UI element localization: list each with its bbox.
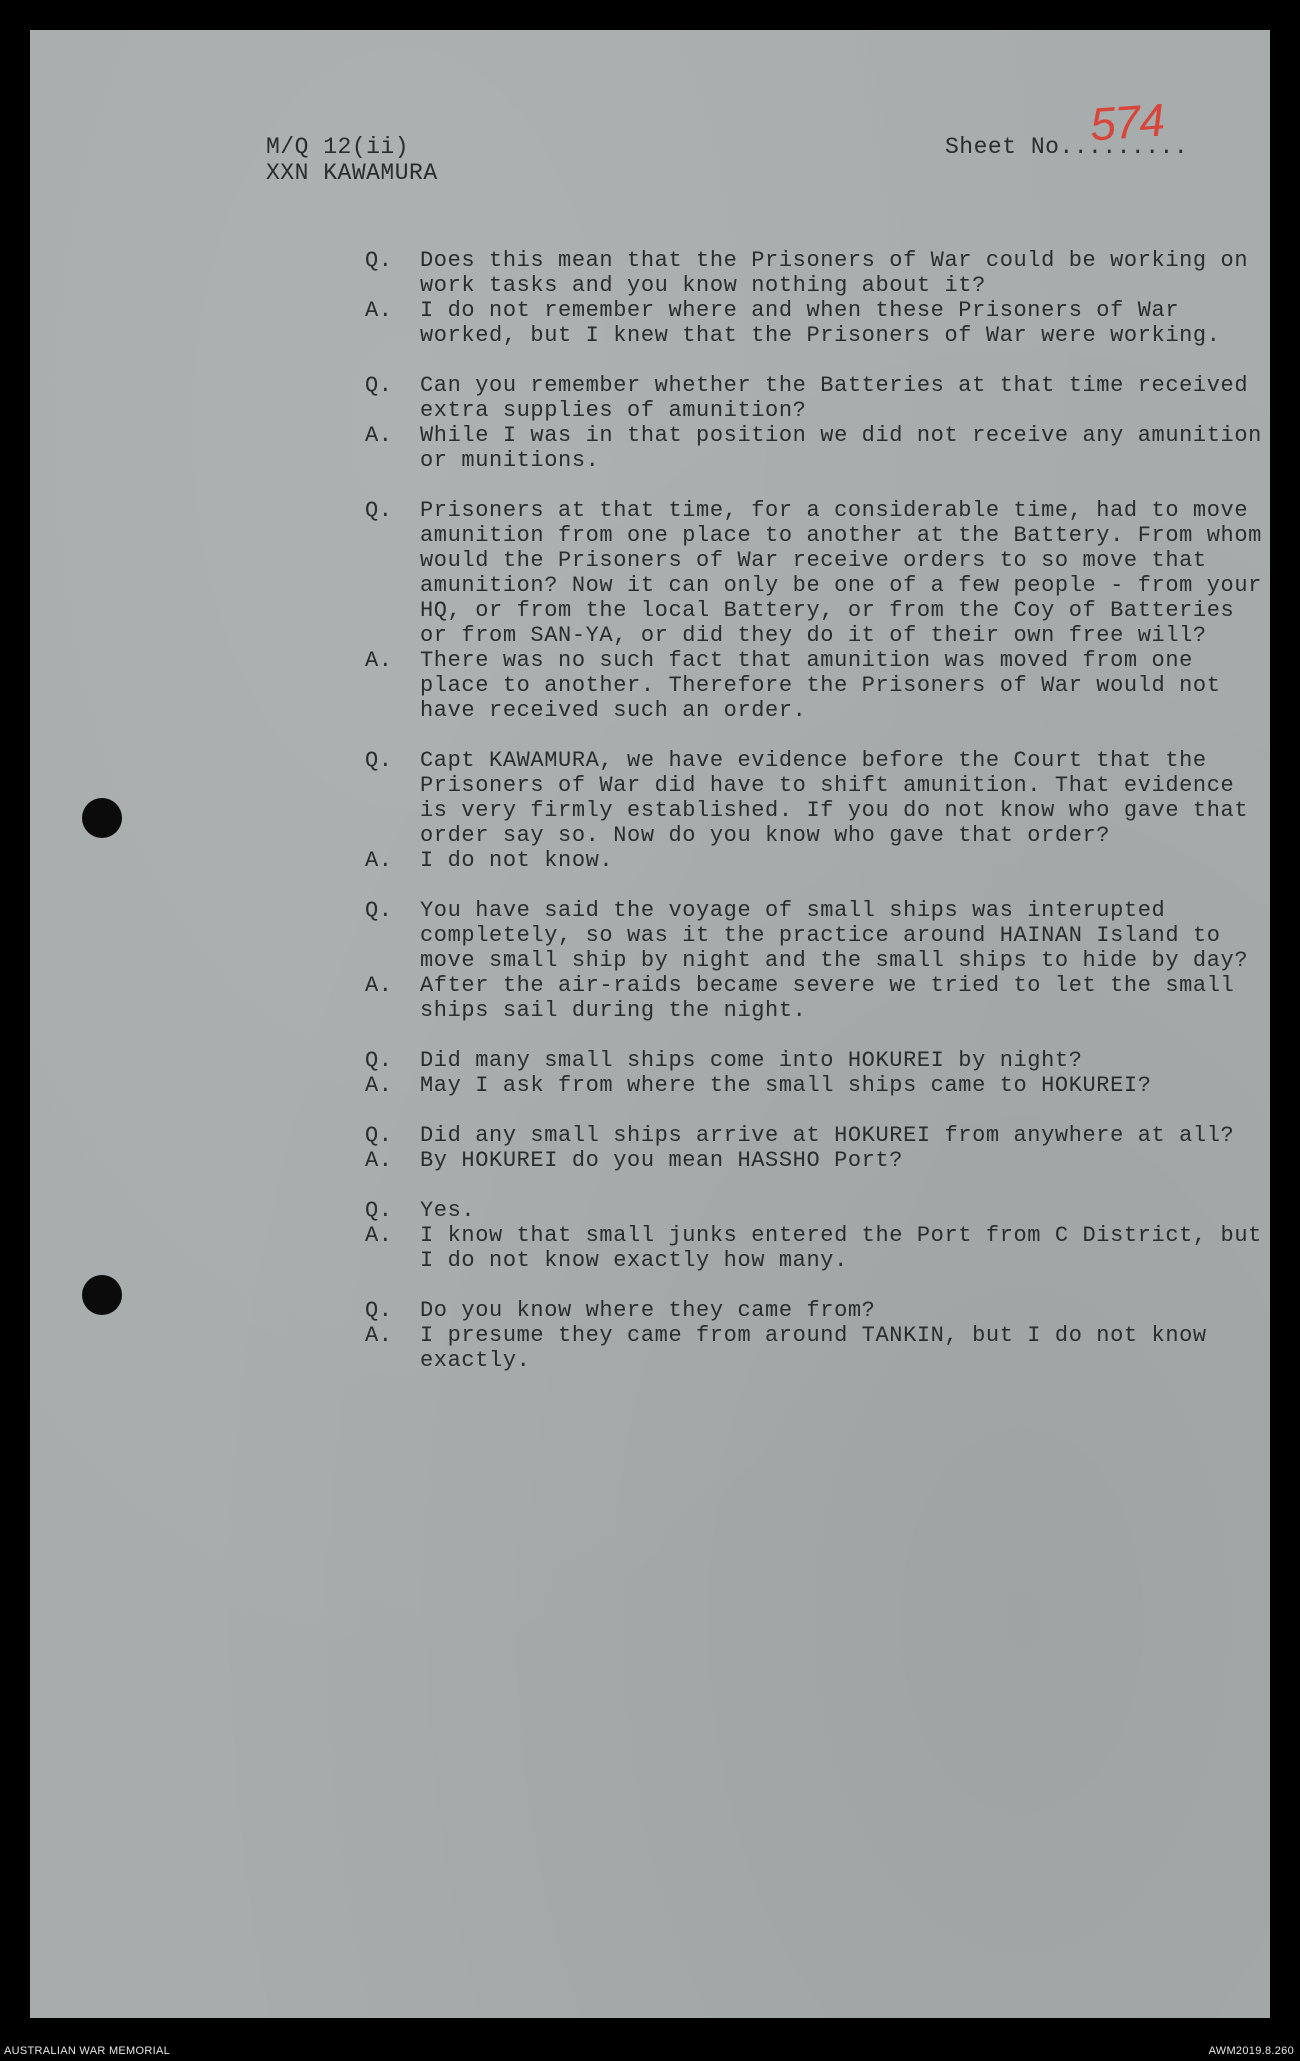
- answer-text: May I ask from where the small ships came to HOKUREI?: [420, 1073, 1152, 1098]
- answer-text: After the air-raids became severe we tried to let the small ships sail during the night.: [420, 973, 1249, 1023]
- answer-marker: A.: [365, 1073, 393, 1098]
- question-line: [365, 1198, 1265, 1223]
- answer-text: While I was in that position we did not receive any amunition or munitions.: [420, 423, 1276, 473]
- answer-marker: A.: [365, 1223, 393, 1248]
- answer-marker: A.: [365, 648, 393, 673]
- document-page: [30, 30, 1276, 2018]
- punch-hole: [82, 1275, 122, 1315]
- answer-marker: A.: [365, 848, 393, 873]
- question-marker: Q.: [365, 498, 393, 523]
- question-marker: Q.: [365, 748, 393, 773]
- answer-text: I do not know.: [420, 848, 614, 873]
- punch-hole: [82, 798, 122, 838]
- answer-line: [365, 1148, 1265, 1173]
- question-text: Does this mean that the Prisoners of War could be working on work tasks and you know nothing about it?: [420, 248, 1262, 298]
- question-text: Prisoners at that time, for a considerable time, had to move amunition from one place to another at the Battery. From whom would the Prisoners of War receive orders to so move that amunition? Now it can only be one of a few people - from your HQ, or from the local Battery, or from the Coy of Batteries or from SAN-YA, or did they do it of their own free will?: [420, 498, 1276, 648]
- answer-text: There was no such fact that amunition was moved from one place to another. Therefore the Prisoners of War would not have received such an order.: [420, 648, 1235, 723]
- answer-text: I know that small junks entered the Port from C District, but I do not know exactly how many.: [420, 1223, 1276, 1273]
- answer-marker: A.: [365, 423, 393, 448]
- qa-pair: [365, 1048, 1265, 1098]
- question-line: [365, 248, 1265, 298]
- footer-institution: AUSTRALIAN WAR MEMORIAL: [4, 2045, 171, 2057]
- qa-pair: [365, 498, 1276, 723]
- question-marker: Q.: [365, 1123, 393, 1148]
- question-text: Can you remember whether the Batteries at that time received extra supplies of amunition?: [420, 373, 1262, 423]
- qa-pair: [365, 248, 1265, 348]
- question-line: [365, 373, 1265, 423]
- question-line: [365, 1048, 1265, 1073]
- question-marker: Q.: [365, 1298, 393, 1323]
- question-marker: Q.: [365, 1198, 393, 1223]
- question-line: [365, 898, 1265, 973]
- question-marker: Q.: [365, 248, 393, 273]
- document-reference: [266, 134, 438, 186]
- answer-marker: A.: [365, 973, 393, 998]
- qa-pair: [365, 373, 1276, 473]
- question-line: [365, 1298, 1265, 1323]
- answer-marker: A.: [365, 1323, 393, 1348]
- reference-code: M/Q 12(ii): [266, 134, 410, 160]
- qa-pair: [365, 1298, 1265, 1373]
- answer-text: By HOKUREI do you mean HASSHO Port?: [420, 1148, 904, 1173]
- answer-line: [365, 848, 1265, 873]
- footer-accession-number: AWM2019.8.260: [1208, 2045, 1294, 2057]
- question-text: Yes.: [420, 1198, 476, 1223]
- question-marker: Q.: [365, 373, 393, 398]
- answer-line: [365, 1073, 1265, 1098]
- question-line: [365, 1123, 1265, 1148]
- answer-text: I do not remember where and when these Prisoners of War worked, but I knew that the Prisoners of War were working.: [420, 298, 1221, 348]
- answer-line: [365, 973, 1265, 1023]
- qa-pair: [365, 748, 1265, 873]
- question-line: [365, 498, 1276, 648]
- handwritten-sheet-number: 574: [1088, 93, 1166, 151]
- question-text: Did many small ships come into HOKUREI by night?: [420, 1048, 1083, 1073]
- question-marker: Q.: [365, 1048, 393, 1073]
- question-text: Capt KAWAMURA, we have evidence before the Court that the Prisoners of War did have to shift amunition. That evidence is very firmly established. If you do not know who gave that order say so. Now do you know who gave that order?: [420, 748, 1262, 848]
- question-text: Did any small ships arrive at HOKUREI from anywhere at all?: [420, 1123, 1235, 1148]
- question-text: You have said the voyage of small ships was interupted completely, so was it the practice around HAINAN Island to move small ship by night and the small ships to hide by day?: [420, 898, 1249, 973]
- answer-line: [365, 1223, 1276, 1273]
- qa-pair: [365, 1123, 1265, 1173]
- answer-marker: A.: [365, 1148, 393, 1173]
- reference-subject: XXN KAWAMURA: [266, 160, 438, 186]
- answer-line: [365, 1323, 1265, 1373]
- question-answer-list: [365, 248, 1276, 1398]
- answer-line: [365, 648, 1265, 723]
- question-text: Do you know where they came from?: [420, 1298, 876, 1323]
- answer-line: [365, 298, 1265, 348]
- question-line: [365, 748, 1265, 848]
- qa-pair: [365, 898, 1265, 1023]
- answer-text: I presume they came from around TANKIN, but I do not know exactly.: [420, 1323, 1221, 1373]
- answer-line: [365, 423, 1276, 473]
- question-marker: Q.: [365, 898, 393, 923]
- sheet-number-label: Sheet No.........: [945, 134, 1189, 160]
- qa-pair: [365, 1198, 1276, 1273]
- answer-marker: A.: [365, 298, 393, 323]
